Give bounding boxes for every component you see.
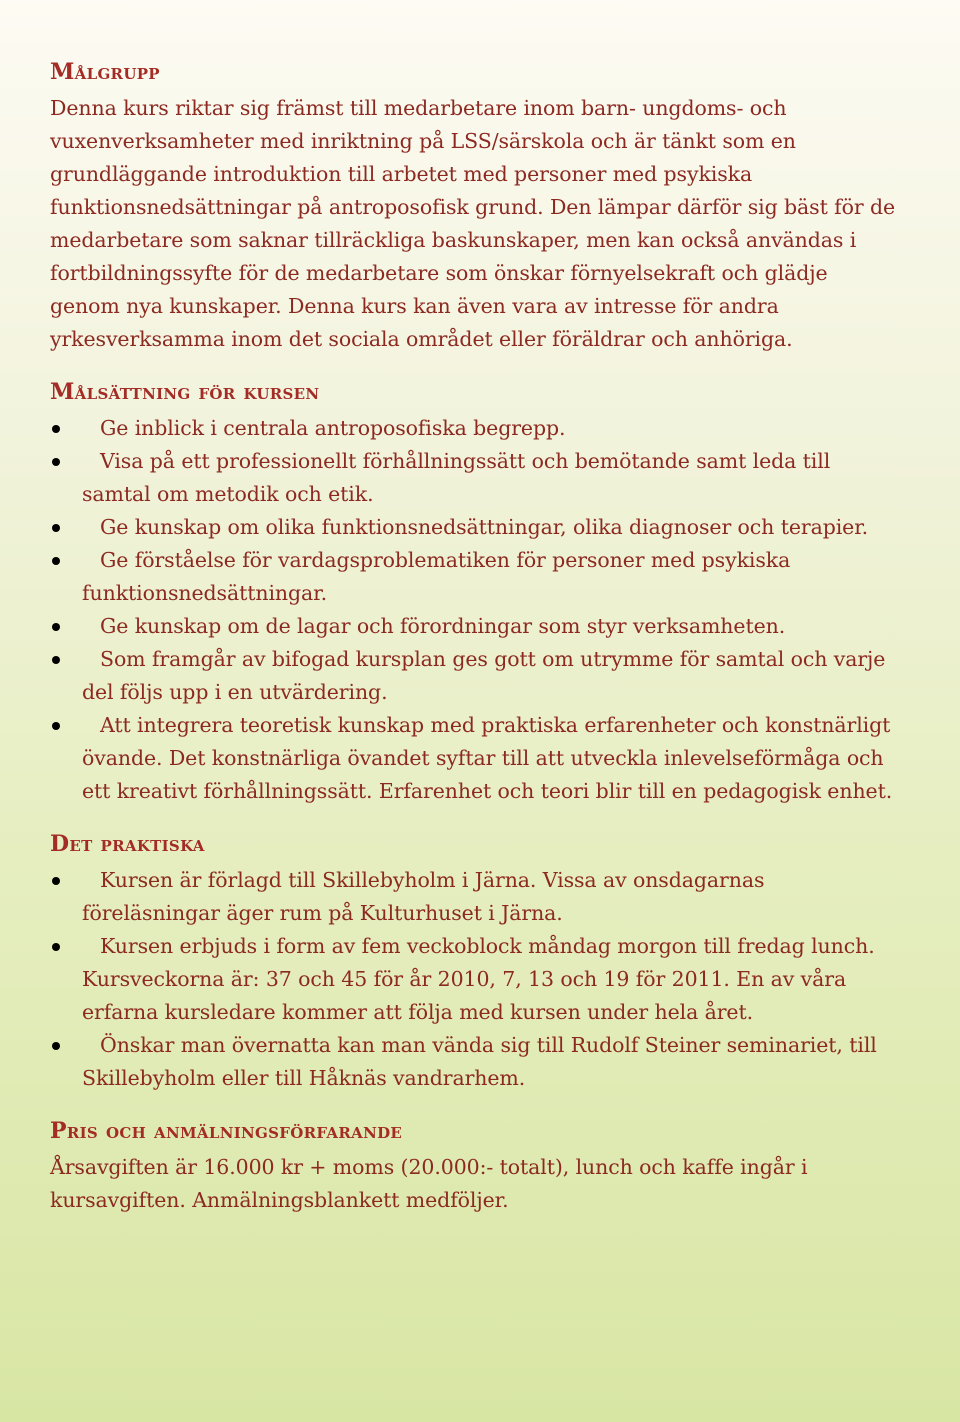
list-item: [50, 1029, 900, 1095]
section-paragraph: Denna kurs riktar sig främst till medarbetare inom barn- ungdoms- och vuxenverksamheter med inriktning på LSS/särskola och är tänkt som en grundläggande introduktion till arbetet med personer med psykiska funktionsnedsättningar på antroposofisk grund. Den lämpar därför sig bäst för de medarbetare som saknar tillräckliga baskunskaper, men kan också användas i fortbildningssyfte för de medarbetare som önskar förnyelsekraft och glädje genom nya kunskaper. Denna kurs kan även vara av intresse för andra yrkesverksamma inom det sociala området eller föräldrar och anhöriga.: [50, 96, 896, 351]
bullet-icon: [52, 524, 60, 532]
bullet-list: [50, 412, 900, 808]
list-item-text: Som framgår av bifogad kursplan ges gott om utrymme för samtal och varje del följs upp i en utvärdering.: [82, 647, 886, 704]
list-item-text: Ge inblick i centrala antroposofiska begrepp.: [100, 416, 566, 440]
bullet-icon: [52, 557, 60, 565]
list-item: [50, 864, 900, 930]
list-item: [50, 709, 900, 808]
list-item-text: Ge förståelse för vardagsproblematiken för personer med psykiska funktionsnedsättningar.: [82, 548, 791, 605]
section-malgrupp: [50, 56, 900, 356]
bullet-icon: [52, 722, 60, 730]
section-malsattning: [50, 376, 900, 808]
list-item-text: Att integrera teoretisk kunskap med praktiska erfarenheter och konstnärligt övande. Det konstnärliga övandet syftar till att utveckla inlevelseförmåga och ett kreativt förhållningssätt. Erfarenhet och teori blir till en pedagogisk enhet.: [82, 713, 893, 803]
list-item-text: Ge kunskap om de lagar och förordningar som styr verksamheten.: [100, 614, 786, 638]
section-heading: Målsättning för kursen: [50, 379, 320, 405]
list-item-text: Kursen är förlagd till Skillebyholm i Järna. Vissa av onsdagarnas föreläsningar äger rum på Kulturhuset i Järna.: [82, 868, 765, 925]
list-item: [50, 544, 900, 610]
section-pris: [50, 1115, 900, 1217]
list-item: [50, 930, 900, 1029]
list-item: [50, 445, 900, 511]
list-item: [50, 610, 900, 643]
list-item-text: Ge kunskap om olika funktionsnedsättningar, olika diagnoser och terapier.: [100, 515, 869, 539]
section-heading: Pris och anmälningsförfarande: [50, 1118, 403, 1144]
bullet-icon: [52, 623, 60, 631]
section-det-praktiska: [50, 828, 900, 1095]
section-heading: Målgrupp: [50, 59, 160, 85]
section-paragraph: Årsavgiften är 16.000 kr + moms (20.000:- totalt), lunch och kaffe ingår i kursavgiften. Anmälningsblankett medföljer.: [50, 1155, 808, 1212]
list-item: [50, 511, 900, 544]
bullet-icon: [52, 425, 60, 433]
list-item-text: Kursen erbjuds i form av fem veckoblock måndag morgon till fredag lunch. Kursveckorna är: 37 och 45 för år 2010, 7, 13 och 19 för 2011. En av våra erfarna kursledare kommer att följa med kursen under hela året.: [82, 934, 875, 1024]
bullet-icon: [52, 656, 60, 664]
bullet-icon: [52, 943, 60, 951]
bullet-list: [50, 864, 900, 1095]
section-heading: Det praktiska: [50, 831, 205, 857]
list-item: [50, 412, 900, 445]
list-item: [50, 643, 900, 709]
bullet-icon: [52, 1042, 60, 1050]
bullet-icon: [52, 458, 60, 466]
list-item-text: Visa på ett professionellt förhållningssätt och bemötande samt leda till samtal om metodik och etik.: [82, 449, 831, 506]
list-item-text: Önskar man övernatta kan man vända sig till Rudolf Steiner seminariet, till Skillebyholm eller till Håknäs vandrarhem.: [82, 1033, 877, 1090]
bullet-icon: [52, 877, 60, 885]
